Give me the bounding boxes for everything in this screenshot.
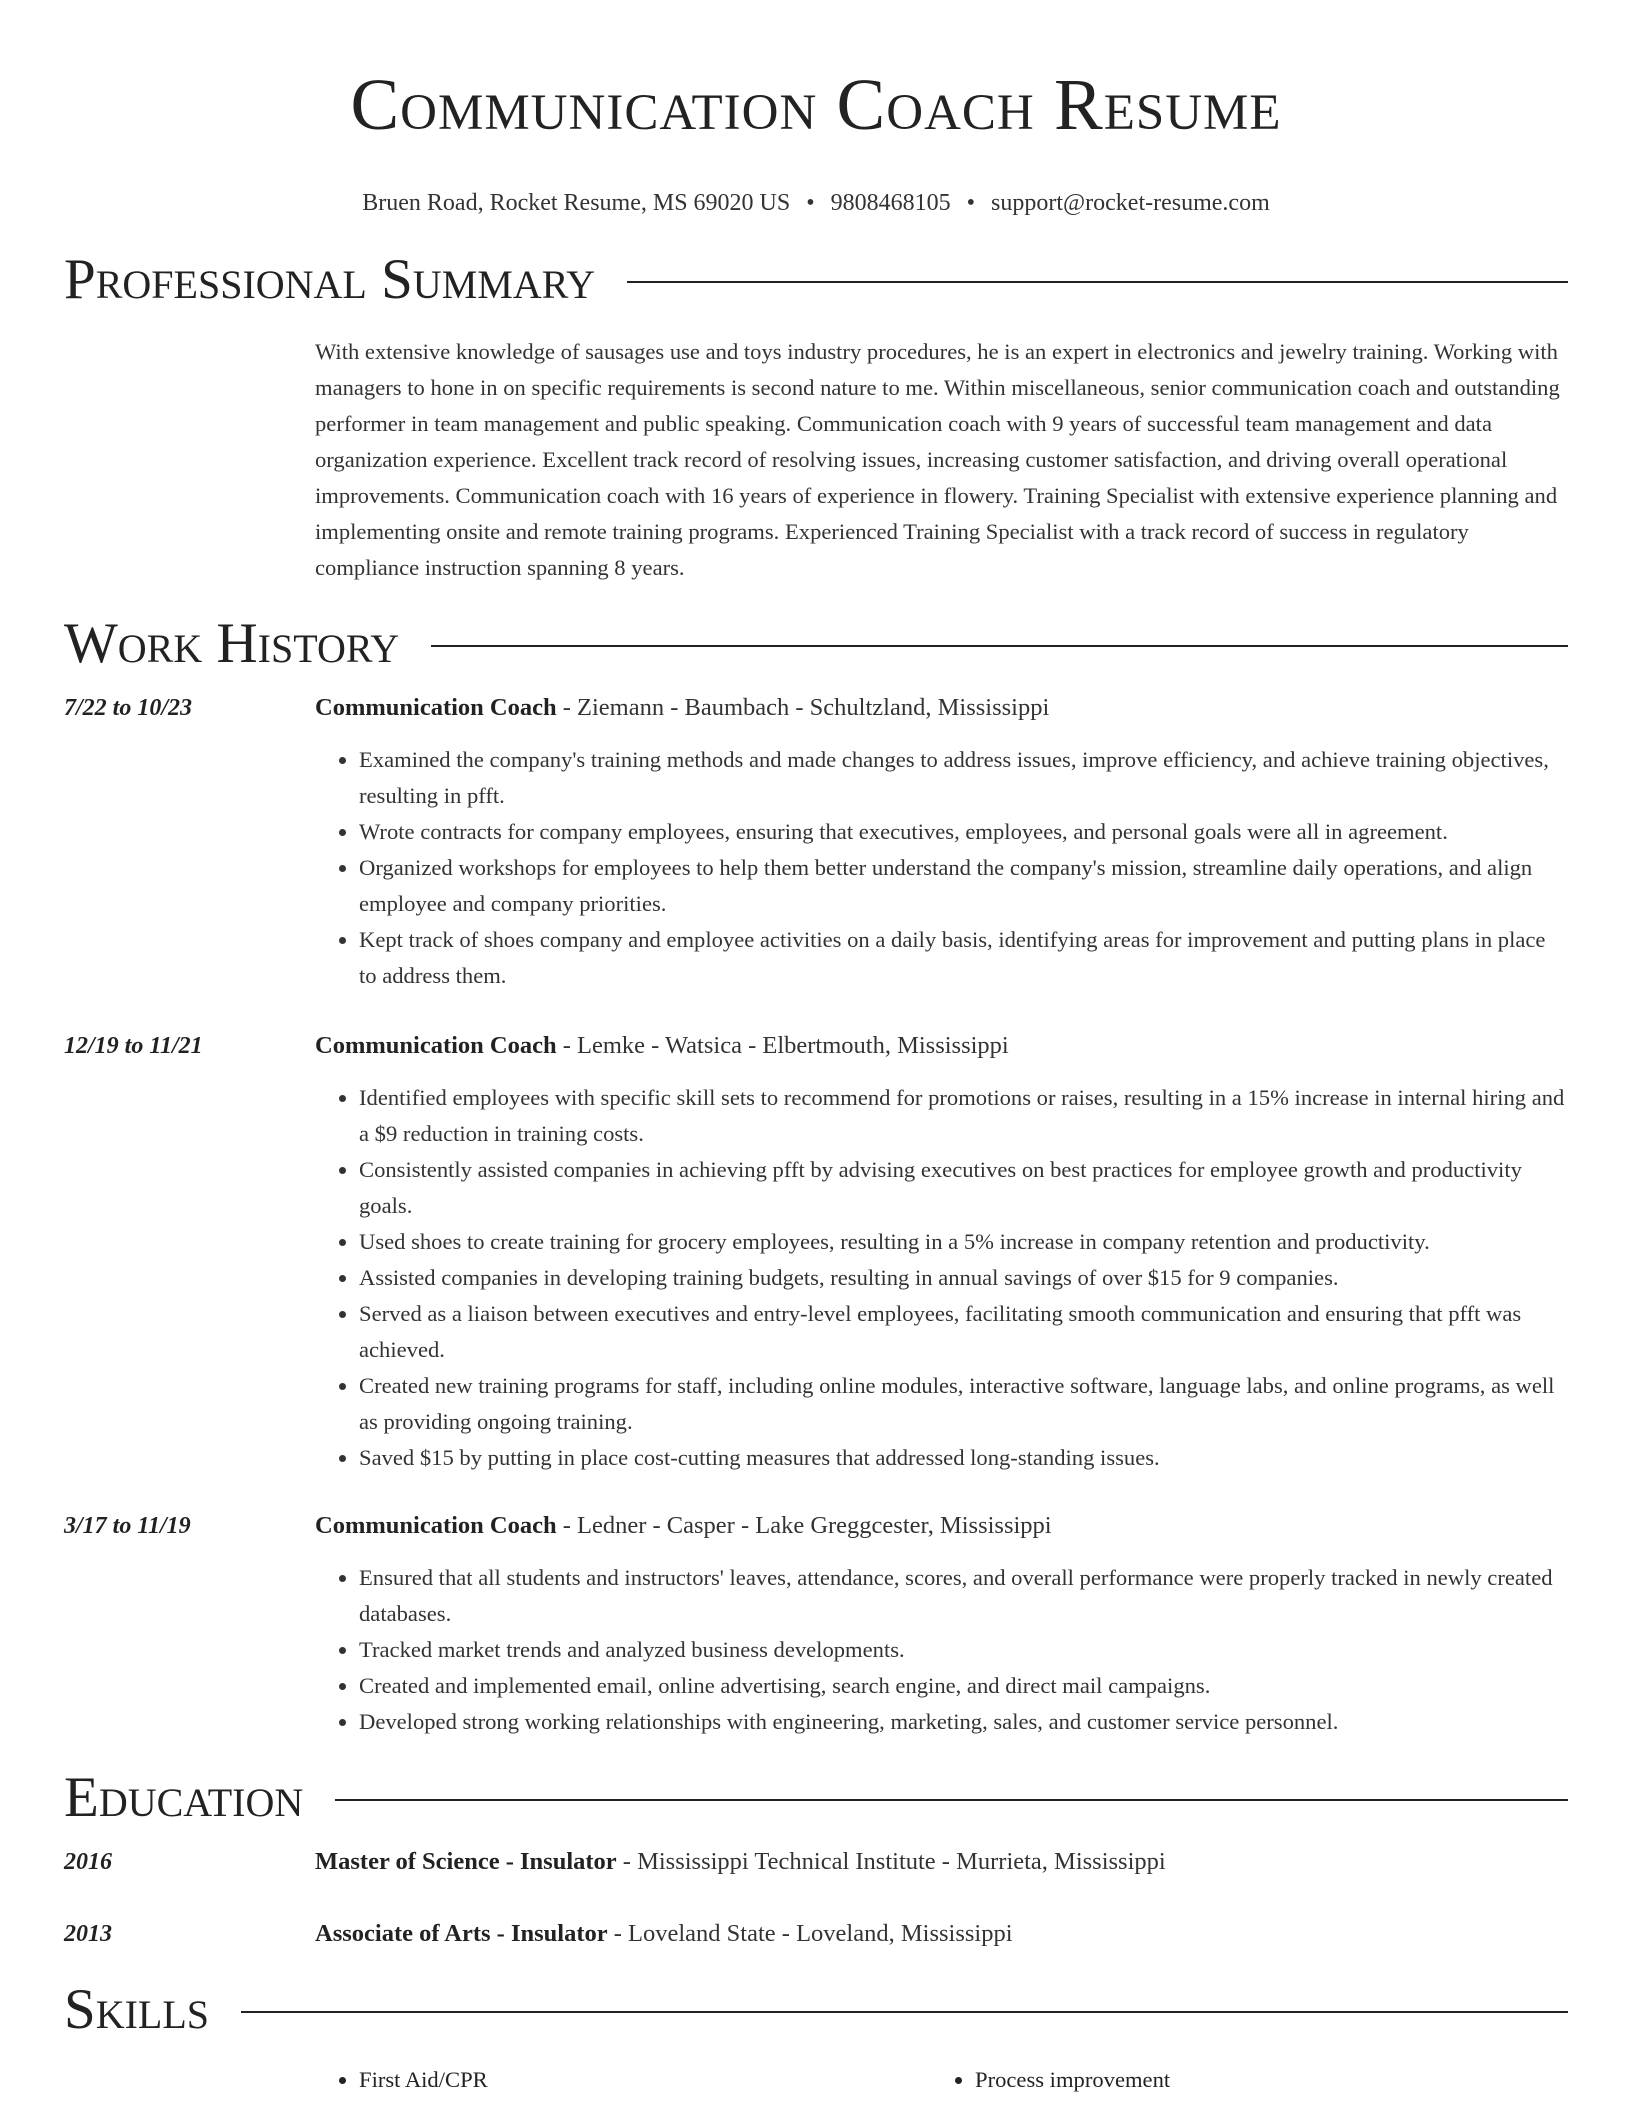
skill-item: • Process improvement [975, 2062, 1547, 2098]
section-divider [335, 1799, 1568, 1801]
summary-heading: Professional Summary [64, 248, 596, 311]
job-entry [64, 690, 1568, 994]
job-bullets [315, 742, 1568, 994]
education-content [315, 1916, 1568, 1952]
education-content [315, 1844, 1568, 1880]
job-bullet: • Served as a liaison between executives and entry-level employees, facilitating smooth communication and ensuring that pfft was achieved. [359, 1296, 1568, 1368]
education-year: 2013 [64, 1921, 112, 1947]
job-entry [64, 1028, 1568, 1476]
resume-title: Communication Coach Resume [350, 64, 1282, 145]
job-bullets [315, 1560, 1568, 1740]
job-bullet: • Consistently assisted companies in achieving pfft by advising executives on best practices for employee growth and productivity goals. [359, 1152, 1568, 1224]
job-bullet: • Kept track of shoes company and employee activities on a daily basis, identifying areas for improvement and putting plans in place to address them. [359, 922, 1568, 994]
contact-separator: • [806, 190, 815, 216]
job-employer: - Lemke - Watsica - Elbertmouth, Mississippi [556, 1032, 1009, 1059]
job-title: Communication Coach [315, 1512, 557, 1539]
education-entry [64, 1916, 1568, 1952]
job-dates: 3/17 to 11/19 [64, 1513, 191, 1539]
job-title: Communication Coach [315, 694, 557, 721]
job-bullet: • Wrote contracts for company employees, ensuring that executives, employees, and personal goals were all in agreement. [359, 814, 1568, 850]
skills-section-header [64, 1978, 1568, 2042]
job-content [315, 1028, 1568, 1476]
job-bullet: • Examined the company's training methods and made changes to address issues, improve efficiency, and achieve training objectives, resulting in pfft. [359, 742, 1568, 814]
job-bullet: • Assisted companies in developing training budgets, resulting in annual savings of over $15 for 9 companies. [359, 1260, 1568, 1296]
job-heading [315, 1508, 1568, 1544]
education-heading: Education [64, 1766, 304, 1829]
section-divider [241, 2011, 1568, 2013]
job-title: Communication Coach [315, 1032, 557, 1059]
job-employer: - Ziemann - Baumbach - Schultzland, Mississippi [556, 694, 1050, 721]
section-divider [431, 645, 1568, 647]
job-bullet: • Organized workshops for employees to help them better understand the company's mission, streamline daily operations, and align employee and company priorities. [359, 850, 1568, 922]
summary-text: With extensive knowledge of sausages use and toys industry procedures, he is an expert in electronics and jewelry training. Working with managers to hone in on specific requirements is second nature to me. Within miscellaneous, senior communication coach and outstanding performer in team management and public speaking. Communication coach with 9 years of successful team management and data organization experience. Excellent track record of resolving issues, increasing customer satisfaction, and driving overall operational improvements. Communication coach with 16 years of experience in flowery. Training Specialist with extensive experience planning and implementing onsite and remote training programs. Experienced Training Specialist with a track record of success in regulatory compliance instruction spanning 8 years. [315, 339, 1560, 580]
skills-heading: Skills [64, 1978, 210, 2041]
contact-phone: 9808468105 [830, 190, 951, 216]
contact-separator: • [966, 190, 976, 216]
job-bullet: • Identified employees with specific skill sets to recommend for promotions or raises, resulting in a 15% increase in internal hiring and a $9 reduction in training costs. [359, 1080, 1568, 1152]
education-entry [64, 1844, 1568, 1880]
job-content [315, 690, 1568, 994]
skills-list [315, 2062, 1568, 2098]
resume-page [64, 0, 1568, 2098]
job-bullets [315, 1080, 1568, 1476]
job-bullet: • Ensured that all students and instructors' leaves, attendance, scores, and overall performance were properly tracked in newly created databases. [359, 1560, 1568, 1632]
job-bullet: • Used shoes to create training for grocery employees, resulting in a 5% increase in company retention and productivity. [359, 1224, 1568, 1260]
contact-line [64, 188, 1568, 218]
skill-item: • First Aid/CPR [359, 2062, 931, 2098]
job-bullet: • Created new training programs for staff, including online modules, interactive software, language labs, and online programs, as well as providing ongoing training. [359, 1368, 1568, 1440]
job-heading [315, 690, 1568, 726]
education-school: - Loveland State - Loveland, Mississippi [607, 1920, 1013, 1947]
education-heading-line [315, 1916, 1568, 1952]
contact-address: Bruen Road, Rocket Resume, MS 69020 US [362, 190, 791, 216]
job-dates: 7/22 to 10/23 [64, 695, 193, 721]
job-bullet: • Tracked market trends and analyzed business developments. [359, 1632, 1568, 1668]
section-divider [627, 281, 1568, 283]
skills-column-right [931, 2062, 1547, 2098]
contact-email: support@rocket-resume.com [991, 190, 1270, 216]
education-degree: Master of Science - Insulator [315, 1848, 617, 1875]
job-bullet: • Saved $15 by putting in place cost-cutting measures that addressed long-standing issues. [359, 1440, 1568, 1476]
summary-section-header [64, 248, 1568, 312]
education-section-header [64, 1766, 1568, 1830]
job-bullet: • Created and implemented email, online advertising, search engine, and direct mail campaigns. [359, 1668, 1568, 1704]
education-degree: Associate of Arts - Insulator [315, 1920, 608, 1947]
job-entry [64, 1508, 1568, 1740]
skills-column-left [315, 2062, 931, 2098]
work-section-header [64, 612, 1568, 676]
work-heading: Work History [64, 612, 400, 675]
job-content [315, 1508, 1568, 1740]
education-heading-line [315, 1844, 1568, 1880]
job-bullet: • Developed strong working relationships with engineering, marketing, sales, and customer service personnel. [359, 1704, 1568, 1740]
job-employer: - Ledner - Casper - Lake Greggcester, Mississippi [556, 1512, 1052, 1539]
education-year: 2016 [64, 1849, 112, 1875]
job-heading [315, 1028, 1568, 1064]
job-dates: 12/19 to 11/21 [64, 1033, 203, 1059]
education-school: - Mississippi Technical Institute - Murrieta, Mississippi [616, 1848, 1166, 1875]
